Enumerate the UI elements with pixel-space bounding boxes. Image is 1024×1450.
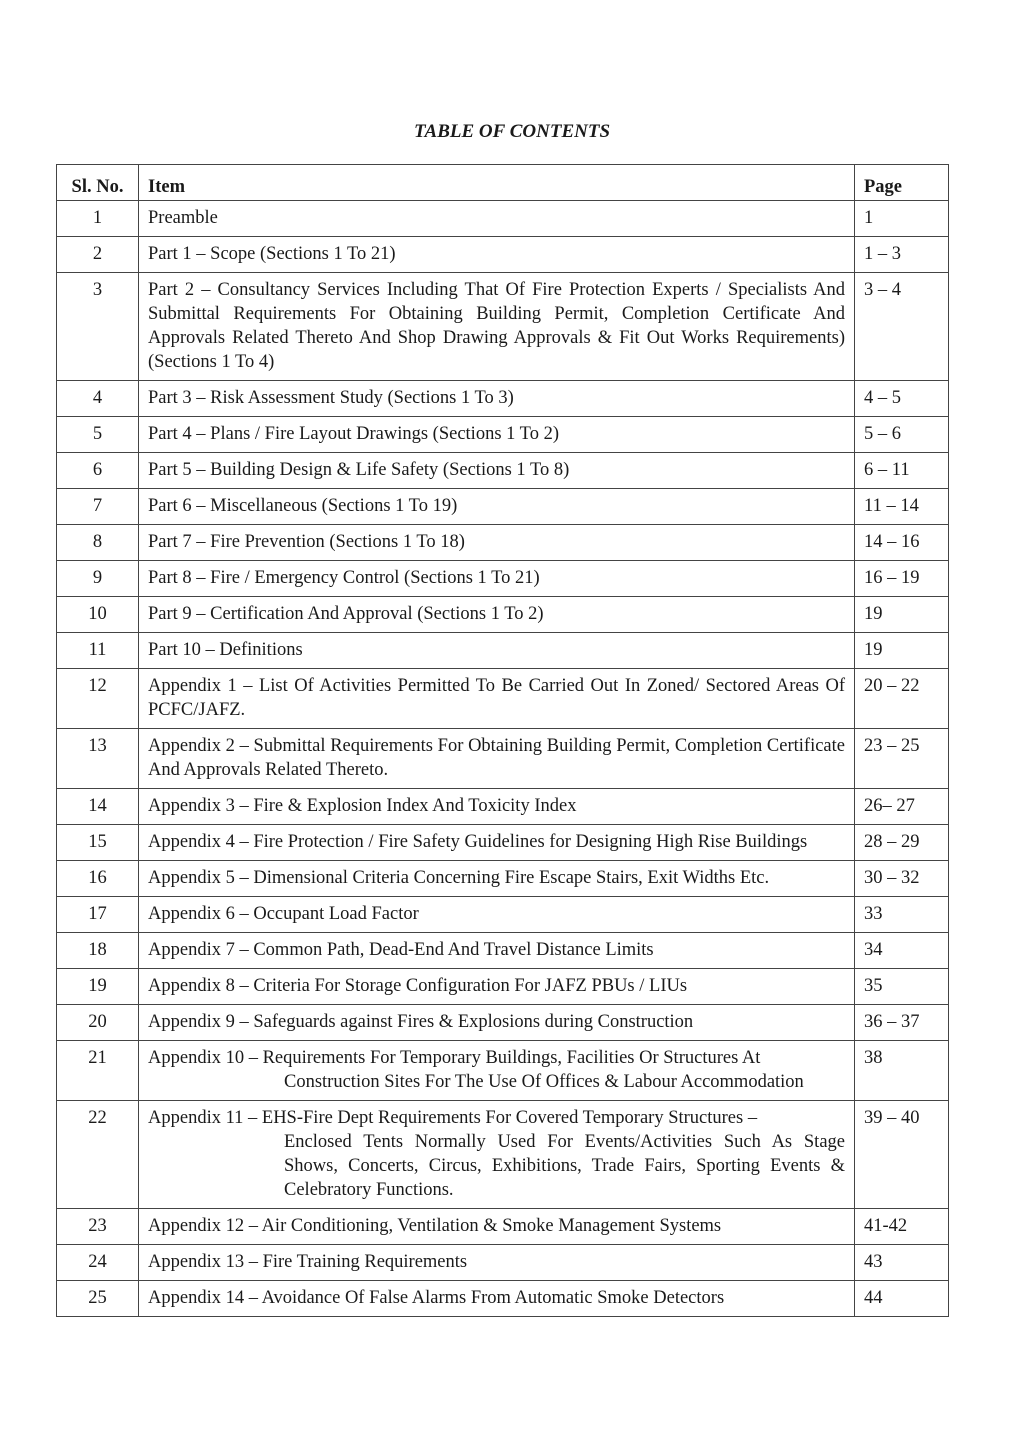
row-sl-no: 13 [57,729,139,789]
row-item: Appendix 4 – Fire Protection / Fire Safety Guidelines for Designing High Rise Buildings [139,825,855,861]
table-row [57,789,949,825]
row-sl-no: 21 [57,1041,139,1101]
row-page: 19 [855,633,949,669]
row-sl-no: 9 [57,561,139,597]
row-item: Appendix 13 – Fire Training Requirements [139,1245,855,1281]
row-sl-no: 19 [57,969,139,1005]
table-row [57,1245,949,1281]
row-page: 5 – 6 [855,417,949,453]
row-sl-no: 3 [57,273,139,381]
table-row [57,825,949,861]
table-row [57,237,949,273]
table-row [57,669,949,729]
row-page: 44 [855,1281,949,1317]
row-sl-no: 20 [57,1005,139,1041]
table-row [57,1281,949,1317]
table-row [57,201,949,237]
row-sl-no: 1 [57,201,139,237]
row-item: Appendix 12 – Air Conditioning, Ventilation & Smoke Management Systems [139,1209,855,1245]
row-page: 36 – 37 [855,1005,949,1041]
row-sl-no: 7 [57,489,139,525]
row-item: Preamble [139,201,855,237]
row-item-text: Appendix 11 – EHS-Fire Dept Requirements For Covered Temporary Structures – [148,1108,758,1128]
row-sl-no: 16 [57,861,139,897]
table-row [57,861,949,897]
table-row [57,1101,949,1209]
header-item: Item [139,165,855,201]
row-page: 35 [855,969,949,1005]
row-sl-no: 10 [57,597,139,633]
table-row [57,597,949,633]
table-row [57,1041,949,1101]
row-sl-no: 14 [57,789,139,825]
row-item: Appendix 9 – Safeguards against Fires & Explosions during Construction [139,1005,855,1041]
row-sl-no: 23 [57,1209,139,1245]
row-page: 3 – 4 [855,273,949,381]
table-row [57,489,949,525]
row-page: 4 – 5 [855,381,949,417]
row-item: Appendix 2 – Submittal Requirements For Obtaining Building Permit, Completion Certificate And Approvals Related Thereto. [139,729,855,789]
row-page: 38 [855,1041,949,1101]
row-item: Appendix 3 – Fire & Explosion Index And Toxicity Index [139,789,855,825]
row-item: Appendix 6 – Occupant Load Factor [139,897,855,933]
row-sl-no: 4 [57,381,139,417]
page-title: TABLE OF CONTENTS [413,121,611,142]
row-page: 26– 27 [855,789,949,825]
row-item: Part 2 – Consultancy Services Including That Of Fire Protection Experts / Specialists And Submittal Requirements For Obtaining Building Permit, Completion Certificate And Approvals Related Thereto And Shop Drawing Approvals & Fit Out Works Requirements) (Sections 1 To 4) [139,273,855,381]
table-row [57,525,949,561]
row-page: 33 [855,897,949,933]
row-page: 14 – 16 [855,525,949,561]
row-page: 23 – 25 [855,729,949,789]
table-row [57,897,949,933]
header-sl-no: Sl. No. [57,165,139,201]
table-row [57,1209,949,1245]
row-page: 39 – 40 [855,1101,949,1209]
row-item: Appendix 7 – Common Path, Dead-End And Travel Distance Limits [139,933,855,969]
row-sl-no: 24 [57,1245,139,1281]
table-row [57,633,949,669]
row-item-text: Appendix 10 – Requirements For Temporary Buildings, Facilities Or Structures At [148,1048,761,1068]
table-row [57,1005,949,1041]
row-page: 28 – 29 [855,825,949,861]
row-item: Part 9 – Certification And Approval (Sections 1 To 2) [139,597,855,633]
row-item: Part 7 – Fire Prevention (Sections 1 To 18) [139,525,855,561]
row-item: Appendix 8 – Criteria For Storage Configuration For JAFZ PBUs / LIUs [139,969,855,1005]
row-sl-no: 12 [57,669,139,729]
table-row [57,381,949,417]
row-page: 6 – 11 [855,453,949,489]
table-row [57,417,949,453]
row-item: Part 3 – Risk Assessment Study (Sections 1 To 3) [139,381,855,417]
table-row [57,453,949,489]
toc-body [57,201,949,1317]
row-sl-no: 2 [57,237,139,273]
row-page: 41-42 [855,1209,949,1245]
row-sl-no: 6 [57,453,139,489]
toc-table [56,164,949,1317]
row-item-continuation: Enclosed Tents Normally Used For Events/Activities Such As Stage Shows, Concerts, Circus, Exhibitions, Trade Fairs, Sporting Events & Celebratory Functions. [284,1132,845,1200]
row-sl-no: 8 [57,525,139,561]
row-page: 20 – 22 [855,669,949,729]
row-item: Part 6 – Miscellaneous (Sections 1 To 19) [139,489,855,525]
table-row [57,933,949,969]
table-row [57,561,949,597]
row-item: Part 1 – Scope (Sections 1 To 21) [139,237,855,273]
row-sl-no: 11 [57,633,139,669]
header-page: Page [855,165,949,201]
table-row [57,273,949,381]
row-sl-no: 15 [57,825,139,861]
row-item [139,1041,855,1101]
row-item: Appendix 5 – Dimensional Criteria Concerning Fire Escape Stairs, Exit Widths Etc. [139,861,855,897]
row-item: Part 5 – Building Design & Life Safety (Sections 1 To 8) [139,453,855,489]
row-sl-no: 22 [57,1101,139,1209]
row-page: 1 [855,201,949,237]
row-page: 43 [855,1245,949,1281]
row-page: 11 – 14 [855,489,949,525]
row-sl-no: 17 [57,897,139,933]
row-item: Part 4 – Plans / Fire Layout Drawings (Sections 1 To 2) [139,417,855,453]
row-page: 16 – 19 [855,561,949,597]
row-page: 19 [855,597,949,633]
row-sl-no: 25 [57,1281,139,1317]
row-item: Part 8 – Fire / Emergency Control (Sections 1 To 21) [139,561,855,597]
row-item: Appendix 1 – List Of Activities Permitted To Be Carried Out In Zoned/ Sectored Areas Of PCFC/JAFZ. [139,669,855,729]
table-row [57,969,949,1005]
row-item: Appendix 14 – Avoidance Of False Alarms From Automatic Smoke Detectors [139,1281,855,1317]
row-item: Part 10 – Definitions [139,633,855,669]
row-page: 30 – 32 [855,861,949,897]
table-header-row [57,165,949,201]
row-sl-no: 5 [57,417,139,453]
row-sl-no: 18 [57,933,139,969]
row-item [139,1101,855,1209]
row-page: 1 – 3 [855,237,949,273]
row-page: 34 [855,933,949,969]
row-item-continuation: Construction Sites For The Use Of Offices & Labour Accommodation [284,1072,804,1092]
table-row [57,729,949,789]
